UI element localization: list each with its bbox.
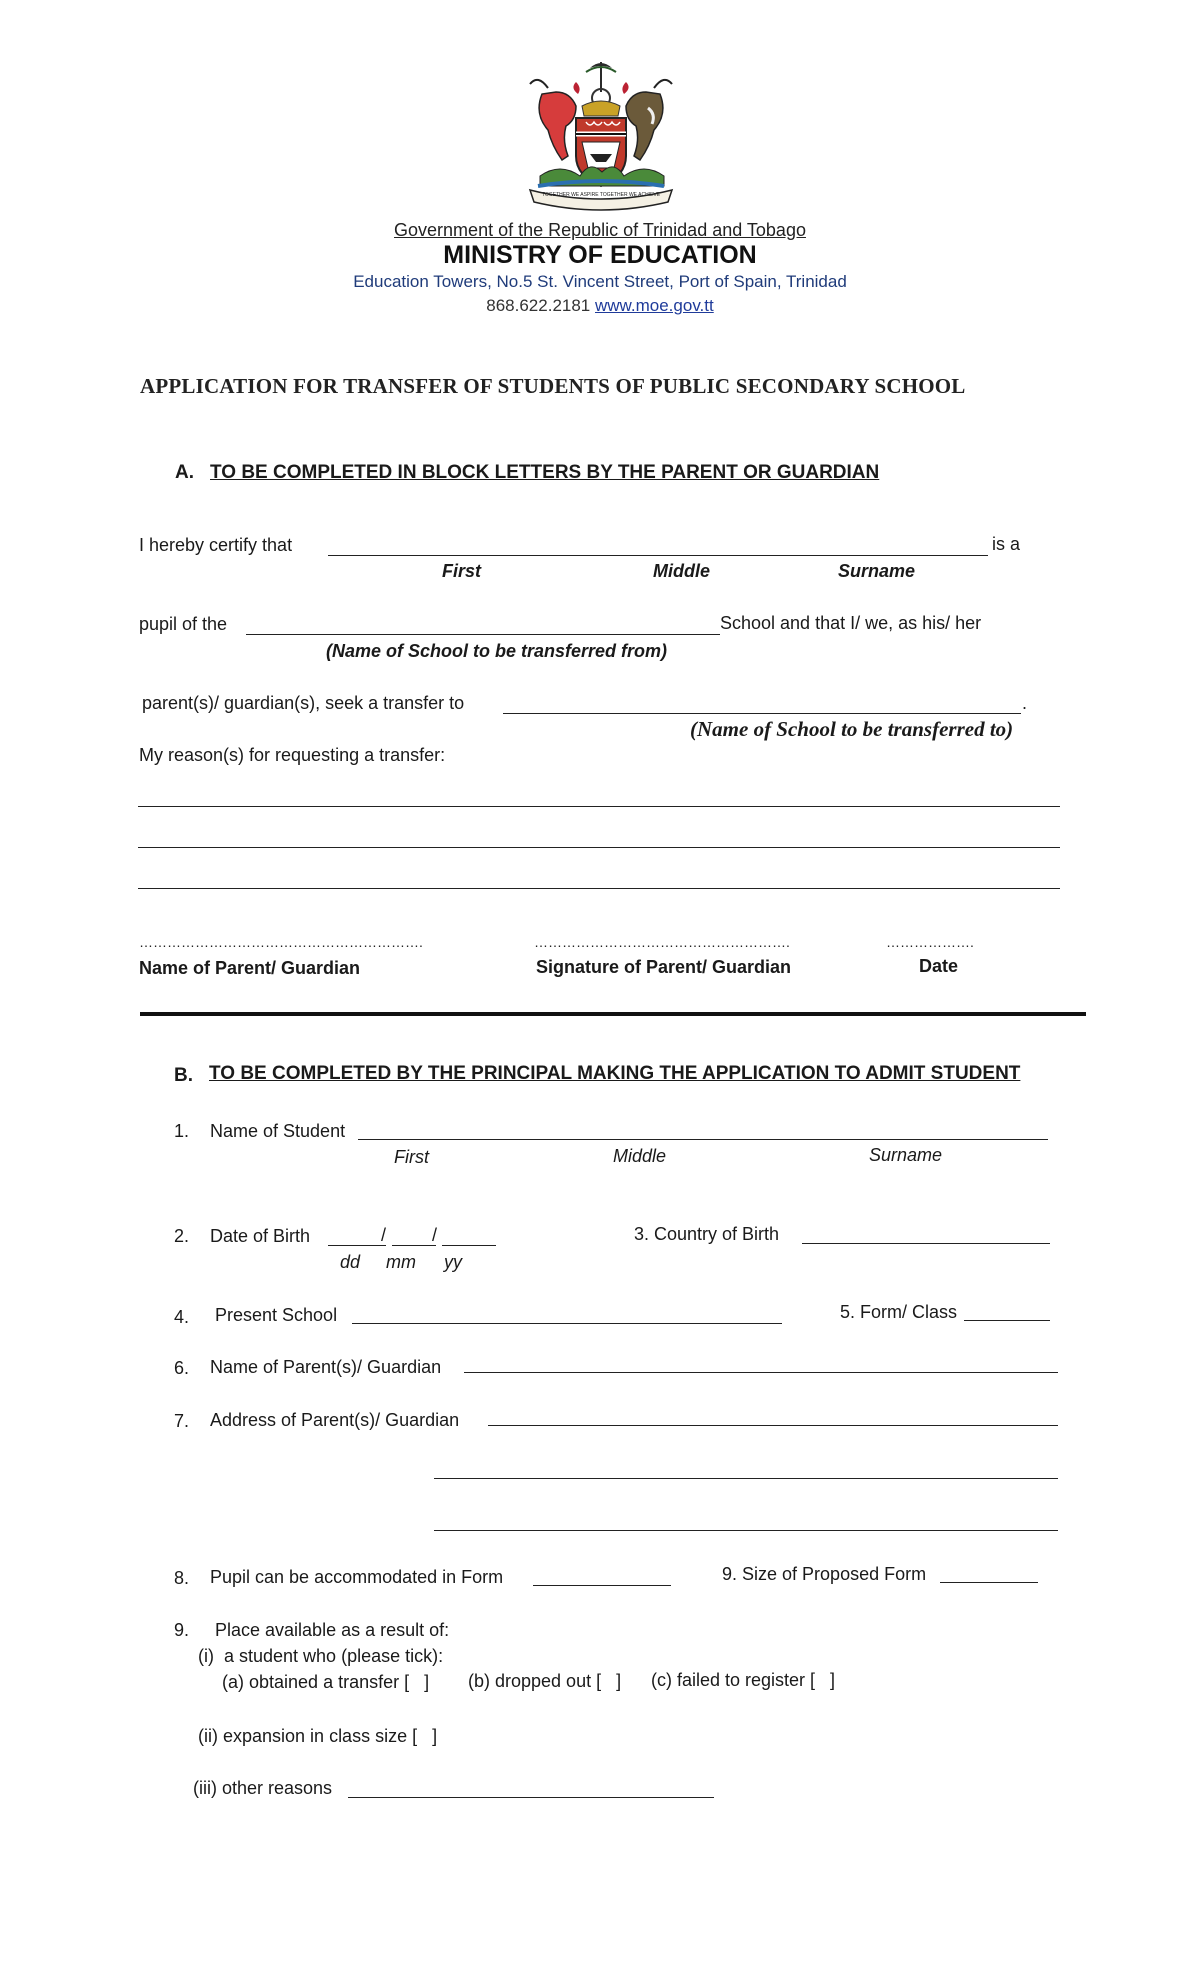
item-8-label: Pupil can be accommodated in Form bbox=[210, 1567, 504, 1587]
accommodated-form-field[interactable] bbox=[533, 1585, 671, 1586]
name-first-caption: First bbox=[442, 561, 482, 581]
school-from-field[interactable] bbox=[246, 634, 720, 635]
transfer-tick-box[interactable]: (a) obtained a transfer [ ] bbox=[222, 1672, 430, 1692]
date-dots[interactable]: ………………. bbox=[886, 934, 974, 950]
school-from-caption: (Name of School to be transferred from) bbox=[326, 641, 668, 661]
school-to-caption: (Name of School to be transferred to) bbox=[690, 717, 1014, 741]
expansion-tick-box[interactable]: (ii) expansion in class size [ ] bbox=[198, 1726, 438, 1746]
address-line-3[interactable] bbox=[434, 1530, 1058, 1531]
item-1-first-caption: First bbox=[394, 1147, 429, 1167]
transfer-to-suffix: . bbox=[1022, 693, 1028, 713]
other-reasons-field[interactable] bbox=[348, 1797, 714, 1798]
dob-year-field[interactable] bbox=[442, 1245, 496, 1246]
ministry-name: MINISTRY OF EDUCATION bbox=[443, 241, 757, 269]
student-name-field[interactable] bbox=[328, 555, 988, 556]
section-a-heading: TO BE COMPLETED IN BLOCK LETTERS BY THE PARENT OR GUARDIAN bbox=[210, 462, 880, 483]
proposed-form-size-field[interactable] bbox=[940, 1582, 1038, 1583]
item-4-number: 4. bbox=[174, 1307, 190, 1327]
certify-label: I hereby certify that bbox=[139, 535, 293, 555]
student-name-b-field[interactable] bbox=[358, 1139, 1048, 1140]
item-9-size-label: 9. Size of Proposed Form bbox=[722, 1564, 927, 1584]
failed-register-tick-box[interactable]: (c) failed to register [ ] bbox=[651, 1670, 836, 1690]
item-7-number: 7. bbox=[174, 1411, 190, 1431]
item-1-number: 1. bbox=[174, 1121, 190, 1141]
item-6-number: 6. bbox=[174, 1358, 190, 1378]
emblem-motto: TOGETHER WE ASPIRE TOGETHER WE ACHIEVE bbox=[542, 192, 660, 198]
section-a-letter: A. bbox=[175, 462, 194, 483]
reason-label: My reason(s) for requesting a transfer: bbox=[139, 745, 446, 765]
parent-name-dots[interactable]: ……………………………………………………. bbox=[139, 934, 423, 950]
item-4-label: Present School bbox=[215, 1305, 338, 1325]
name-surname-caption: Surname bbox=[838, 561, 916, 581]
address-line-1[interactable] bbox=[488, 1425, 1058, 1426]
address-line-2[interactable] bbox=[434, 1478, 1058, 1479]
item-8-number: 8. bbox=[174, 1568, 190, 1588]
parent-signature-dots[interactable]: ………………………………………………. bbox=[534, 934, 790, 950]
item-3-label: 3. Country of Birth bbox=[634, 1224, 780, 1244]
pupil-of-label: pupil of the bbox=[139, 614, 228, 634]
item-6-label: Name of Parent(s)/ Guardian bbox=[210, 1357, 442, 1377]
item-1-surname-caption: Surname bbox=[869, 1145, 943, 1165]
contact-line bbox=[0, 296, 1200, 316]
school-to-field[interactable] bbox=[503, 713, 1021, 714]
parent-name-label: Name of Parent/ Guardian bbox=[139, 958, 361, 978]
dob-dd-caption: dd bbox=[340, 1252, 361, 1272]
ministry-address: Education Towers, No.5 St. Vincent Street, Port of Spain, Trinidad bbox=[353, 272, 847, 291]
date-label: Date bbox=[919, 956, 959, 976]
dob-mm-caption: mm bbox=[386, 1252, 416, 1272]
item-9-i-label: (i) a student who (please tick): bbox=[198, 1646, 444, 1666]
parent-name-b-field[interactable] bbox=[464, 1372, 1058, 1373]
website-link[interactable]: www.moe.gov.tt bbox=[595, 296, 714, 315]
certify-suffix: is a bbox=[992, 534, 1021, 554]
name-middle-caption: Middle bbox=[653, 561, 710, 581]
item-1-middle-caption: Middle bbox=[613, 1146, 667, 1166]
dob-day-field[interactable] bbox=[328, 1245, 386, 1246]
dob-yy-caption: yy bbox=[444, 1252, 462, 1272]
present-school-field[interactable] bbox=[352, 1323, 782, 1324]
item-9-number: 9. bbox=[174, 1620, 190, 1640]
section-b-letter: B. bbox=[174, 1065, 193, 1086]
dropped-out-tick-box[interactable]: (b) dropped out [ ] bbox=[468, 1671, 622, 1691]
dob-slash-1: / bbox=[381, 1225, 387, 1245]
reason-line-2[interactable] bbox=[138, 847, 1060, 848]
reason-line-1[interactable] bbox=[138, 806, 1060, 807]
dob-slash-2: / bbox=[432, 1225, 438, 1245]
item-2-label: Date of Birth bbox=[210, 1226, 311, 1246]
pupil-of-suffix: School and that I/ we, as his/ her bbox=[720, 613, 982, 633]
phone-number: 868.622.2181 bbox=[486, 296, 591, 315]
transfer-to-label: parent(s)/ guardian(s), seek a transfer to bbox=[142, 693, 465, 713]
parent-signature-label: Signature of Parent/ Guardian bbox=[536, 957, 792, 977]
item-2-number: 2. bbox=[174, 1226, 190, 1246]
item-5-label: 5. Form/ Class bbox=[840, 1302, 958, 1322]
country-of-birth-field[interactable] bbox=[802, 1243, 1050, 1244]
form-title: APPLICATION FOR TRANSFER OF STUDENTS OF PUBLIC SECONDARY SCHOOL bbox=[140, 374, 966, 398]
government-name: Government of the Republic of Trinidad and Tobago bbox=[394, 220, 806, 240]
item-7-label: Address of Parent(s)/ Guardian bbox=[210, 1410, 460, 1430]
other-reasons-label: (iii) other reasons bbox=[193, 1778, 333, 1798]
section-b-heading: TO BE COMPLETED BY THE PRINCIPAL MAKING THE APPLICATION TO ADMIT STUDENT bbox=[209, 1063, 1021, 1084]
coat-of-arms-emblem bbox=[520, 58, 682, 214]
item-9-label: Place available as a result of: bbox=[215, 1620, 450, 1640]
dob-month-field[interactable] bbox=[392, 1245, 436, 1246]
item-1-label: Name of Student bbox=[210, 1121, 346, 1141]
reason-line-3[interactable] bbox=[138, 888, 1060, 889]
form-class-field[interactable] bbox=[964, 1320, 1050, 1321]
section-divider bbox=[140, 1012, 1086, 1016]
